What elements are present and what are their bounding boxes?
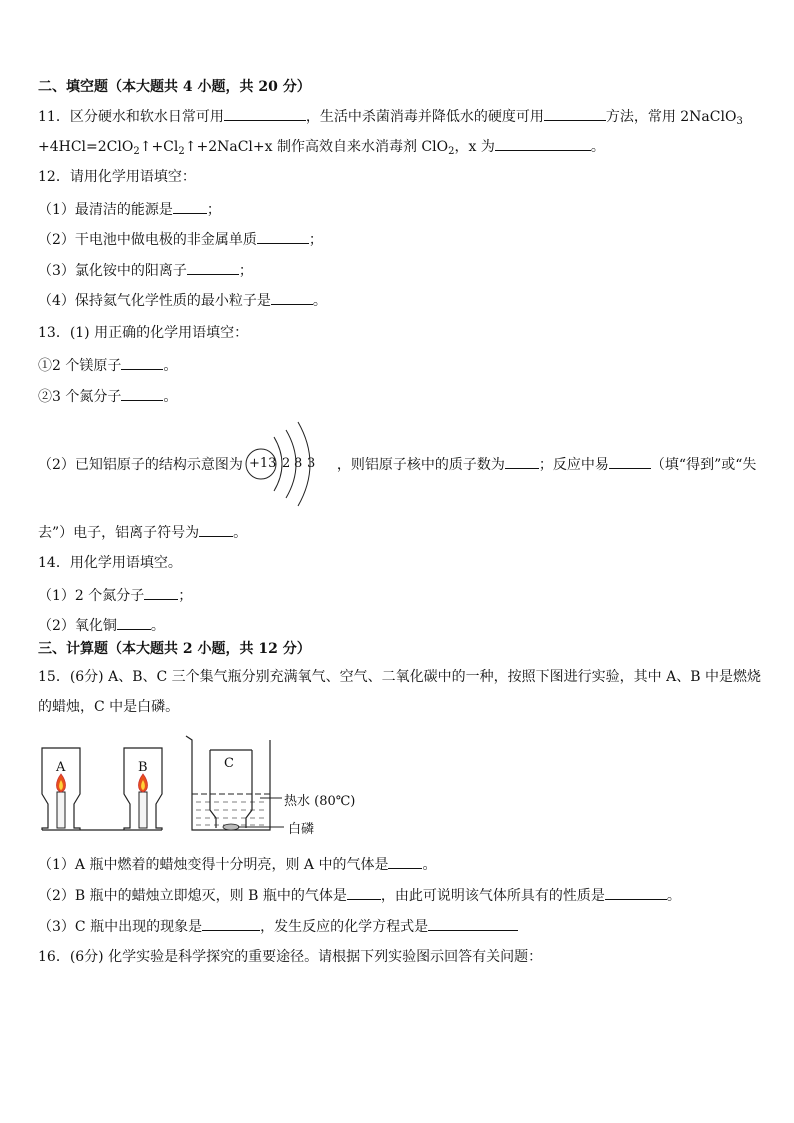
answer-blank[interactable] <box>495 136 591 151</box>
q12-p2-end: ； <box>308 232 323 248</box>
q11-text-5: ↑+Cl <box>139 139 179 155</box>
question-13-part-2-line-1 <box>38 454 756 474</box>
q14-p1-end: ； <box>178 588 193 604</box>
answer-blank[interactable] <box>187 260 239 275</box>
q11-text-2: ，生活中杀菌消毒并降低水的硬度可用 <box>305 109 544 125</box>
q12-p2-text: （2）干电池中做电极的非金属单质 <box>38 232 257 248</box>
atom-nucleus-charge: +13 <box>249 456 277 471</box>
question-15-stem-line-1: 15．(6分) A、B、C 三个集气瓶分别充满氧气、空气、二氧化碳中的一种，按照下图进行实验，其中 A、B 中是燃烧 <box>38 669 761 685</box>
answer-blank[interactable] <box>605 885 667 900</box>
answer-blank[interactable] <box>121 386 163 401</box>
question-13-item-1 <box>38 355 177 375</box>
shell-2-electrons: 8 <box>294 456 303 471</box>
q11-text-1: 11．区分硬水和软水日常可用 <box>38 109 224 125</box>
answer-blank[interactable] <box>173 199 207 214</box>
question-13-part-2-line-2 <box>38 522 247 542</box>
section-title-calculation: 三、计算题（本大题共 2 小题，共 12 分） <box>38 641 311 657</box>
q14-p2-end: 。 <box>150 618 165 634</box>
aluminum-atom-structure-diagram <box>236 412 336 512</box>
question-15-stem-line-2: 的蜡烛，C 中是白磷。 <box>38 699 180 715</box>
hot-water-label: 热水 (80℃) <box>284 794 356 809</box>
q13-p2-text-a: （2）已知铝原子的结构示意图为 <box>38 457 243 473</box>
experiment-drawing <box>38 732 418 838</box>
q11-text-6: ↑+2NaCl+x 制作高效自来水消毒剂 ClO <box>184 139 449 155</box>
answer-blank[interactable] <box>271 290 313 305</box>
bottle-b-label: B <box>138 760 148 775</box>
q15-p1-end: 。 <box>422 857 437 873</box>
subscript: 3 <box>736 116 743 127</box>
q13-i1-text: ①2 个镁原子 <box>38 358 122 374</box>
question-11-line-2 <box>38 136 605 161</box>
q13-i2-end: 。 <box>163 389 178 405</box>
white-phosphorus-label: 白磷 <box>288 822 315 837</box>
question-14-stem: 14．用化学用语填空。 <box>38 555 182 571</box>
q12-p3-end: ； <box>238 263 253 279</box>
q13-i1-end: 。 <box>163 358 178 374</box>
q15-p2-end: 。 <box>666 888 681 904</box>
answer-blank[interactable] <box>121 355 163 370</box>
q15-p1-text: （1）A 瓶中燃着的蜡烛变得十分明亮，则 A 中的气体是 <box>38 857 389 873</box>
q11-text-7: ，x 为 <box>454 139 495 155</box>
q12-p3-text: （3）氯化铵中的阳离子 <box>38 263 187 279</box>
answer-blank[interactable] <box>609 454 651 469</box>
q15-p3-text-b: ，发生反应的化学方程式是 <box>260 919 429 935</box>
answer-blank[interactable] <box>505 454 539 469</box>
q13-p2-text-e: 去”）电子，铝离子符号为 <box>38 525 200 541</box>
q12-p1-text: （1）最清洁的能源是 <box>38 202 173 218</box>
q11-text-4: +4HCl=2ClO <box>38 139 134 155</box>
bottle-a-label: A <box>56 760 66 775</box>
q12-p4-end: 。 <box>312 293 327 309</box>
question-11-line-1 <box>38 106 743 131</box>
q14-p1-text: （1）2 个氮分子 <box>38 588 145 604</box>
question-15-part-2 <box>38 885 681 905</box>
answer-blank[interactable] <box>257 229 309 244</box>
q13-p2-text-d: （填“得到”或“失 <box>650 457 757 473</box>
q11-text-3: 方法，常用 2NaClO <box>605 109 737 125</box>
question-13-item-2 <box>38 386 177 406</box>
answer-blank[interactable] <box>347 885 381 900</box>
question-14-part-2 <box>38 615 165 635</box>
answer-blank[interactable] <box>199 522 233 537</box>
answer-blank[interactable] <box>202 916 260 931</box>
subscript: 2 <box>448 146 455 157</box>
q13-p2-text-c: ；反应中易 <box>538 457 609 473</box>
question-14-part-1 <box>38 585 192 605</box>
q11-end: 。 <box>590 139 605 155</box>
subscript: 2 <box>178 146 185 157</box>
q15-p2-text-a: （2）B 瓶中的蜡烛立即熄灭，则 B 瓶中的气体是 <box>38 888 347 904</box>
q13-p2-text-b: ，则铝原子核中的质子数为 <box>336 457 505 473</box>
question-12-part-3 <box>38 260 253 280</box>
shell-3-electrons: 3 <box>307 456 316 471</box>
shell-1-electrons: 2 <box>282 456 291 471</box>
question-15-part-1 <box>38 854 436 874</box>
answer-blank[interactable] <box>544 106 606 121</box>
answer-blank[interactable] <box>428 916 518 931</box>
question-12-part-4 <box>38 290 327 310</box>
question-12-stem: 12．请用化学用语填空： <box>38 169 196 185</box>
q12-p4-text: （4）保持氦气化学性质的最小粒子是 <box>38 293 271 309</box>
q13-i2-text: ②3 个氮分子 <box>38 389 122 405</box>
q14-p2-text: （2）氧化铜 <box>38 618 117 634</box>
question-12-part-1 <box>38 199 221 219</box>
section-title-fill-in: 二、填空题（本大题共 4 小题，共 20 分） <box>38 79 311 95</box>
question-13-stem: 13．(1) 用正确的化学用语填空： <box>38 325 249 341</box>
bottle-c-label: C <box>224 756 234 771</box>
subscript: 2 <box>133 146 140 157</box>
question-15-part-3 <box>38 916 518 936</box>
question-16-stem: 16．(6分) 化学实验是科学探究的重要途径。请根据下列实验图示回答有关问题： <box>38 949 543 965</box>
q15-p2-text-b: ，由此可说明该气体所具有的性质是 <box>380 888 605 904</box>
answer-blank[interactable] <box>117 615 151 630</box>
q12-p1-end: ； <box>206 202 221 218</box>
q15-p3-text-a: （3）C 瓶中出现的现象是 <box>38 919 203 935</box>
question-12-part-2 <box>38 229 323 249</box>
answer-blank[interactable] <box>388 854 422 869</box>
answer-blank[interactable] <box>144 585 178 600</box>
answer-blank[interactable] <box>224 106 306 121</box>
q13-p2-end: 。 <box>233 525 248 541</box>
gas-bottle-experiment-figure <box>38 732 418 838</box>
